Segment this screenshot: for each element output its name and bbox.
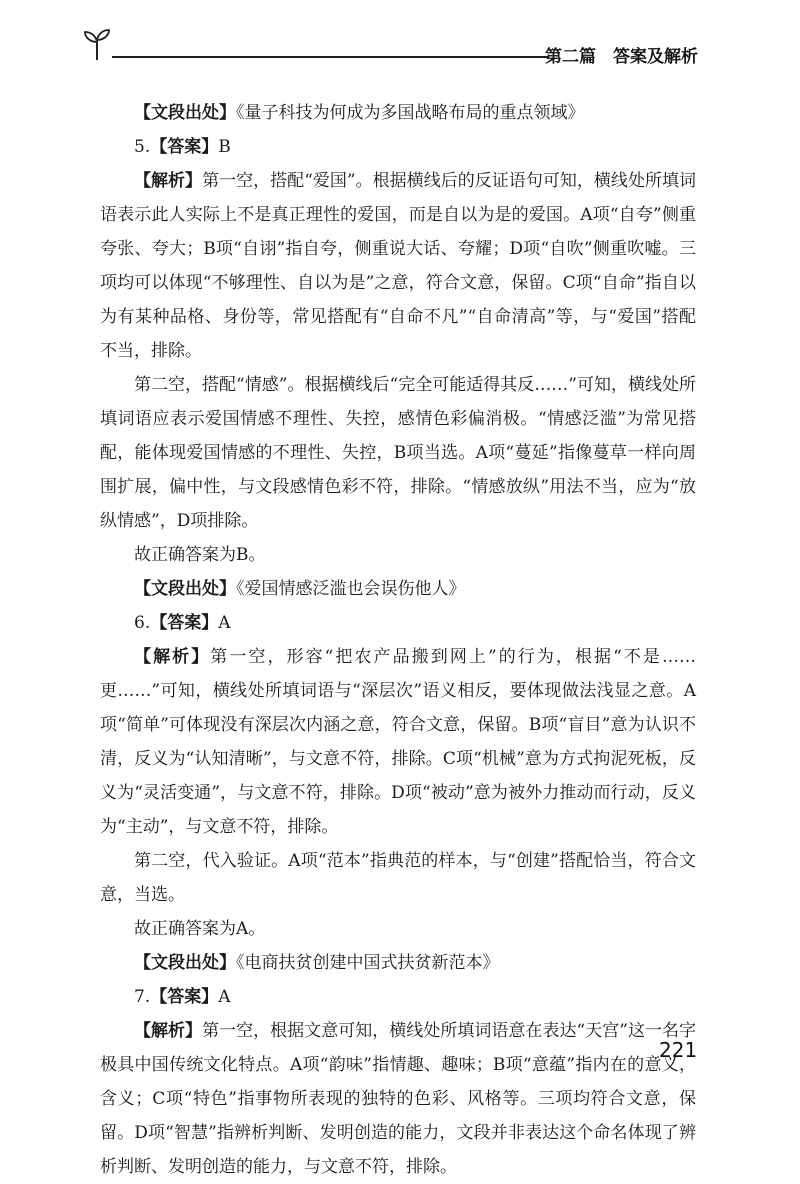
header-rule	[112, 56, 548, 58]
sprout-icon	[82, 28, 112, 62]
page-number: 221	[659, 1038, 698, 1062]
conclusion-line	[100, 912, 696, 946]
source-line	[100, 96, 696, 130]
source-title: 《量子科技为何成为多国战略布局的重点领域》	[236, 103, 585, 123]
question-number: 6.	[134, 613, 151, 633]
question-number: 7.	[134, 987, 151, 1007]
answer-tag: 【答案】	[150, 613, 219, 633]
answer-value: A	[218, 613, 231, 633]
analysis-tag: 【解析】	[134, 1021, 203, 1041]
analysis-text: 第一空，形容“把农产品搬到网上”的行为，根据“不是……更……”可知，横线处所填词语与“深层次”语义相反，要体现做法浅显之意。A项“简单”可体现没有深层次内涵之意，符合文意，保留。B项“盲目”意为认识不清，反义为“认知清晰”，与文意不符，排除。C项“机械”意为方式拘泥死板，反义为“灵活变通”，与文意不符，排除。D项“被动”意为被外力推动而行动，反义为“主动”，与文意不符，排除。	[100, 647, 696, 837]
source-tag: 【文段出处】	[134, 579, 236, 599]
source-tag: 【文段出处】	[134, 103, 236, 123]
analysis-tag: 【解析】	[134, 647, 211, 667]
analysis-text: 第一空，搭配“爱国”。根据横线后的反证语句可知，横线处所填词语表示此人实际上不是真正理性的爱国，而是自以为是的爱国。A项“自夸”侧重夸张、夸大；B项“自诩”指自夸，侧重说大话、夸耀；D项“自吹”侧重吹嘘。三项均可以体现“不够理性、自以为是”之意，符合文意，保留。C项“自命”指自以为有某种品格、身份等，常见搭配有“自命不凡”“自命清高”等，与“爱国”搭配不当，排除。	[100, 171, 696, 361]
analysis-paragraph	[100, 164, 696, 368]
answer-content	[100, 96, 696, 1184]
analysis-text: 第一空，根据文意可知，横线处所填词语意在表达“天宫”这一名字极具中国传统文化特点。A项“韵味”指情趣、趣味；B项“意蕴”指内在的意义，含义；C项“特色”指事物所表现的独特的色彩、风格等。三项均符合文意，保留。D项“智慧”指辨析判断、发明创造的能力，文段并非表达这个命名体现了辨析判断、发明创造的能力，与文意不符，排除。	[100, 1021, 696, 1177]
answer-tag: 【答案】	[150, 137, 219, 157]
analysis-paragraph	[100, 844, 696, 912]
source-line	[100, 572, 696, 606]
analysis-text: 第二空，搭配“情感”。根据横线后“完全可能适得其反……”可知，横线处所填词语应表示爱国情感不理性、失控，感情色彩偏消极。“情感泛滥”为常见搭配，能体现爱国情感的不理性、失控，B项当选。A项“蔓延”指像蔓草一样向周围扩展，偏中性，与文段感情色彩不符，排除。“情感放纵”用法不当，应为“放纵情感”，D项排除。	[100, 375, 696, 531]
conclusion-text: 故正确答案为B。	[134, 545, 266, 565]
source-title: 《电商扶贫创建中国式扶贫新范本》	[236, 953, 500, 973]
analysis-paragraph	[100, 368, 696, 538]
answer-tag: 【答案】	[150, 987, 219, 1007]
answer-line	[100, 980, 696, 1014]
conclusion-line	[100, 538, 696, 572]
analysis-tag: 【解析】	[134, 171, 203, 191]
conclusion-text: 故正确答案为A。	[134, 919, 266, 939]
analysis-text: 第二空，代入验证。A项“范本”指典范的样本，与“创建”搭配恰当，符合文意，当选。	[100, 851, 696, 905]
source-title: 《爱国情感泛滥也会误伤他人》	[236, 579, 466, 599]
answer-line	[100, 606, 696, 640]
answer-line	[100, 130, 696, 164]
source-line	[100, 946, 696, 980]
source-tag: 【文段出处】	[134, 953, 236, 973]
answer-value: B	[218, 137, 231, 157]
question-number: 5.	[134, 137, 151, 157]
section-title: 第二篇 答案及解析	[545, 47, 698, 67]
answer-value: A	[218, 987, 231, 1007]
page-header	[82, 26, 698, 66]
analysis-paragraph	[100, 1014, 696, 1184]
analysis-paragraph	[100, 640, 696, 844]
